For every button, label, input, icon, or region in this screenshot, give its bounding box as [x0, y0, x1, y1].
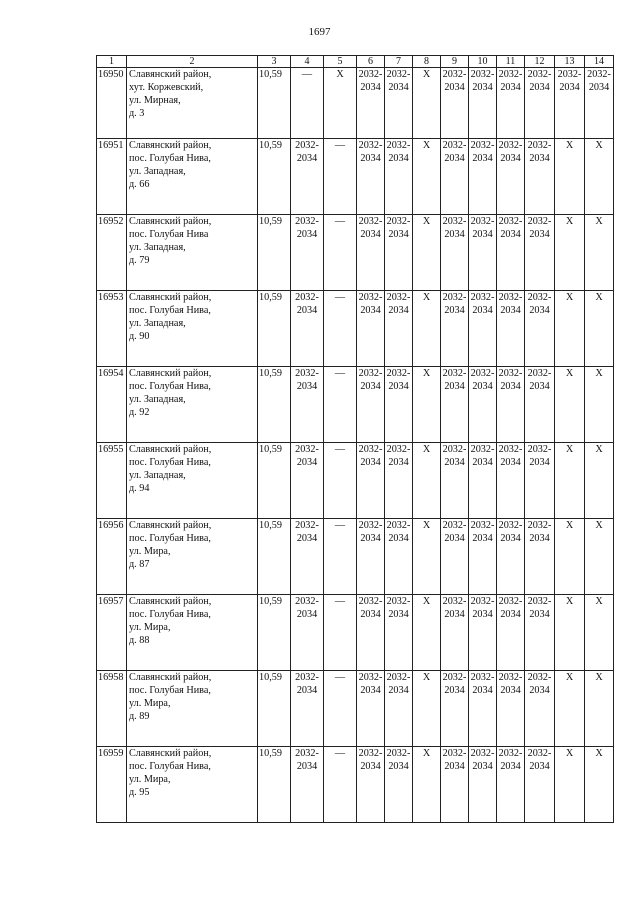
column-header: 7: [385, 56, 413, 68]
mark-cell: X: [413, 671, 441, 747]
period-cell: 2032- 2034: [385, 367, 413, 443]
row-number: 16959: [97, 747, 127, 823]
mark-cell: —: [324, 215, 357, 291]
column-header: 3: [258, 56, 291, 68]
period-cell: 2032- 2034: [291, 671, 324, 747]
period-cell: 2032- 2034: [357, 291, 385, 367]
address-cell: Славянский район, пос. Голубая Нива, ул. Мира, д. 87: [127, 519, 258, 595]
period-cell: 2032- 2034: [441, 747, 469, 823]
page-number: 1697: [308, 26, 331, 38]
period-cell: 2032- 2034: [441, 519, 469, 595]
period-cell: X: [585, 595, 614, 671]
period-cell: X: [585, 747, 614, 823]
period-cell: 2032- 2034: [497, 595, 525, 671]
column-header: 8: [413, 56, 441, 68]
value-cell: 10,59: [258, 68, 291, 139]
period-cell: 2032- 2034: [469, 139, 497, 215]
period-cell: 2032- 2034: [469, 671, 497, 747]
address-cell: Славянский район, пос. Голубая Нива, ул. Мира, д. 88: [127, 595, 258, 671]
column-header: 9: [441, 56, 469, 68]
period-cell: 2032- 2034: [357, 367, 385, 443]
period-cell: X: [585, 139, 614, 215]
mark-cell: —: [324, 747, 357, 823]
value-cell: 10,59: [258, 519, 291, 595]
value-cell: 10,59: [258, 291, 291, 367]
period-cell: 2032- 2034: [441, 671, 469, 747]
mark-cell: X: [413, 367, 441, 443]
period-cell: 2032- 2034: [385, 443, 413, 519]
mark-cell: X: [413, 215, 441, 291]
mark-cell: —: [324, 595, 357, 671]
period-cell: 2032- 2034: [441, 139, 469, 215]
period-cell: 2032- 2034: [357, 68, 385, 139]
period-cell: 2032- 2034: [291, 747, 324, 823]
mark-cell: —: [324, 291, 357, 367]
table-row: [97, 747, 614, 823]
table-row: [97, 595, 614, 671]
period-cell: 2032- 2034: [585, 68, 614, 139]
period-cell: 2032- 2034: [357, 519, 385, 595]
mark-cell: —: [324, 139, 357, 215]
period-cell: 2032- 2034: [469, 291, 497, 367]
period-cell: 2032- 2034: [385, 68, 413, 139]
period-cell: 2032- 2034: [497, 215, 525, 291]
period-cell: 2032- 2034: [497, 139, 525, 215]
table-row: [97, 215, 614, 291]
mark-cell: X: [413, 595, 441, 671]
period-cell: 2032- 2034: [385, 519, 413, 595]
period-cell: 2032- 2034: [469, 747, 497, 823]
period-cell: 2032- 2034: [441, 443, 469, 519]
period-cell: 2032- 2034: [385, 215, 413, 291]
value-cell: 10,59: [258, 367, 291, 443]
period-cell: X: [555, 519, 585, 595]
value-cell: 10,59: [258, 215, 291, 291]
table-body: [97, 68, 614, 823]
period-cell: 2032- 2034: [357, 595, 385, 671]
period-cell: 2032- 2034: [385, 139, 413, 215]
period-cell: 2032- 2034: [291, 367, 324, 443]
period-cell: 2032- 2034: [357, 747, 385, 823]
column-header: 2: [127, 56, 258, 68]
column-header: 4: [291, 56, 324, 68]
mark-cell: —: [324, 443, 357, 519]
period-cell: X: [585, 291, 614, 367]
row-number: 16954: [97, 367, 127, 443]
row-number: 16958: [97, 671, 127, 747]
value-cell: 10,59: [258, 139, 291, 215]
table-row: [97, 139, 614, 215]
period-cell: 2032- 2034: [357, 215, 385, 291]
period-cell: 2032- 2034: [385, 291, 413, 367]
period-cell: 2032- 2034: [291, 139, 324, 215]
value-cell: 10,59: [258, 595, 291, 671]
period-cell: X: [555, 747, 585, 823]
period-cell: 2032- 2034: [441, 215, 469, 291]
mark-cell: X: [413, 68, 441, 139]
period-cell: 2032- 2034: [291, 215, 324, 291]
address-cell: Славянский район, пос. Голубая Нива, ул. Западная, д. 94: [127, 443, 258, 519]
table-row: [97, 671, 614, 747]
period-cell: 2032- 2034: [357, 671, 385, 747]
period-cell: 2032- 2034: [291, 595, 324, 671]
address-cell: Славянский район, хут. Коржевский, ул. Мирная, д. 3: [127, 68, 258, 139]
period-cell: 2032- 2034: [441, 367, 469, 443]
period-cell: 2032- 2034: [497, 367, 525, 443]
period-cell: 2032- 2034: [469, 68, 497, 139]
address-cell: Славянский район, пос. Голубая Нива, ул. Западная, д. 92: [127, 367, 258, 443]
column-header: 11: [497, 56, 525, 68]
column-header: 6: [357, 56, 385, 68]
period-cell: 2032- 2034: [525, 215, 555, 291]
value-cell: 10,59: [258, 671, 291, 747]
register-table: [96, 55, 614, 823]
value-cell: 10,59: [258, 747, 291, 823]
mark-cell: —: [324, 367, 357, 443]
mark-cell: X: [413, 519, 441, 595]
mark-cell: X: [413, 291, 441, 367]
period-cell: 2032- 2034: [469, 215, 497, 291]
address-cell: Славянский район, пос. Голубая Нива, ул. Мира, д. 89: [127, 671, 258, 747]
row-number: 16955: [97, 443, 127, 519]
period-cell: X: [555, 215, 585, 291]
period-cell: 2032- 2034: [497, 443, 525, 519]
period-cell: 2032- 2034: [525, 139, 555, 215]
period-cell: 2032- 2034: [441, 291, 469, 367]
table-row: [97, 367, 614, 443]
value-cell: 10,59: [258, 443, 291, 519]
mark-cell: X: [413, 747, 441, 823]
mark-cell: X: [413, 139, 441, 215]
address-cell: Славянский район, пос. Голубая Нива, ул. Мира, д. 95: [127, 747, 258, 823]
period-cell: X: [555, 367, 585, 443]
period-cell: 2032- 2034: [385, 747, 413, 823]
period-cell: X: [555, 291, 585, 367]
column-header: 13: [555, 56, 585, 68]
period-cell: 2032- 2034: [357, 443, 385, 519]
period-cell: X: [555, 139, 585, 215]
table-row: [97, 443, 614, 519]
mark-cell: —: [324, 519, 357, 595]
period-cell: 2032- 2034: [497, 291, 525, 367]
period-cell: X: [585, 519, 614, 595]
row-number: 16956: [97, 519, 127, 595]
address-cell: Славянский район, пос. Голубая Нива ул. Западная, д. 79: [127, 215, 258, 291]
period-cell: 2032- 2034: [525, 747, 555, 823]
period-cell: 2032- 2034: [525, 291, 555, 367]
address-cell: Славянский район, пос. Голубая Нива, ул. Западная, д. 66: [127, 139, 258, 215]
table-row: [97, 68, 614, 139]
period-cell: X: [585, 443, 614, 519]
period-cell: —: [291, 68, 324, 139]
period-cell: 2032- 2034: [291, 291, 324, 367]
header-row: [97, 56, 614, 68]
period-cell: 2032- 2034: [555, 68, 585, 139]
period-cell: 2032- 2034: [525, 595, 555, 671]
period-cell: 2032- 2034: [497, 68, 525, 139]
period-cell: 2032- 2034: [525, 671, 555, 747]
period-cell: 2032- 2034: [525, 519, 555, 595]
period-cell: X: [585, 215, 614, 291]
mark-cell: X: [413, 443, 441, 519]
period-cell: 2032- 2034: [441, 68, 469, 139]
period-cell: 2032- 2034: [469, 595, 497, 671]
period-cell: 2032- 2034: [291, 443, 324, 519]
period-cell: 2032- 2034: [385, 595, 413, 671]
column-header: 12: [525, 56, 555, 68]
period-cell: 2032- 2034: [525, 68, 555, 139]
period-cell: 2032- 2034: [497, 747, 525, 823]
period-cell: 2032- 2034: [469, 443, 497, 519]
period-cell: 2032- 2034: [291, 519, 324, 595]
column-header: 14: [585, 56, 614, 68]
period-cell: 2032- 2034: [497, 519, 525, 595]
period-cell: 2032- 2034: [469, 519, 497, 595]
table-row: [97, 291, 614, 367]
period-cell: 2032- 2034: [469, 367, 497, 443]
period-cell: X: [585, 367, 614, 443]
row-number: 16951: [97, 139, 127, 215]
row-number: 16953: [97, 291, 127, 367]
period-cell: 2032- 2034: [525, 443, 555, 519]
period-cell: X: [585, 671, 614, 747]
column-header: 10: [469, 56, 497, 68]
address-cell: Славянский район, пос. Голубая Нива, ул. Западная, д. 90: [127, 291, 258, 367]
period-cell: 2032- 2034: [441, 595, 469, 671]
table-row: [97, 519, 614, 595]
mark-cell: —: [324, 671, 357, 747]
period-cell: X: [555, 443, 585, 519]
period-cell: 2032- 2034: [385, 671, 413, 747]
row-number: 16952: [97, 215, 127, 291]
column-header: 5: [324, 56, 357, 68]
period-cell: X: [555, 671, 585, 747]
period-cell: 2032- 2034: [525, 367, 555, 443]
row-number: 16950: [97, 68, 127, 139]
period-cell: X: [555, 595, 585, 671]
column-header: 1: [97, 56, 127, 68]
period-cell: 2032- 2034: [497, 671, 525, 747]
row-number: 16957: [97, 595, 127, 671]
period-cell: 2032- 2034: [357, 139, 385, 215]
mark-cell: X: [324, 68, 357, 139]
